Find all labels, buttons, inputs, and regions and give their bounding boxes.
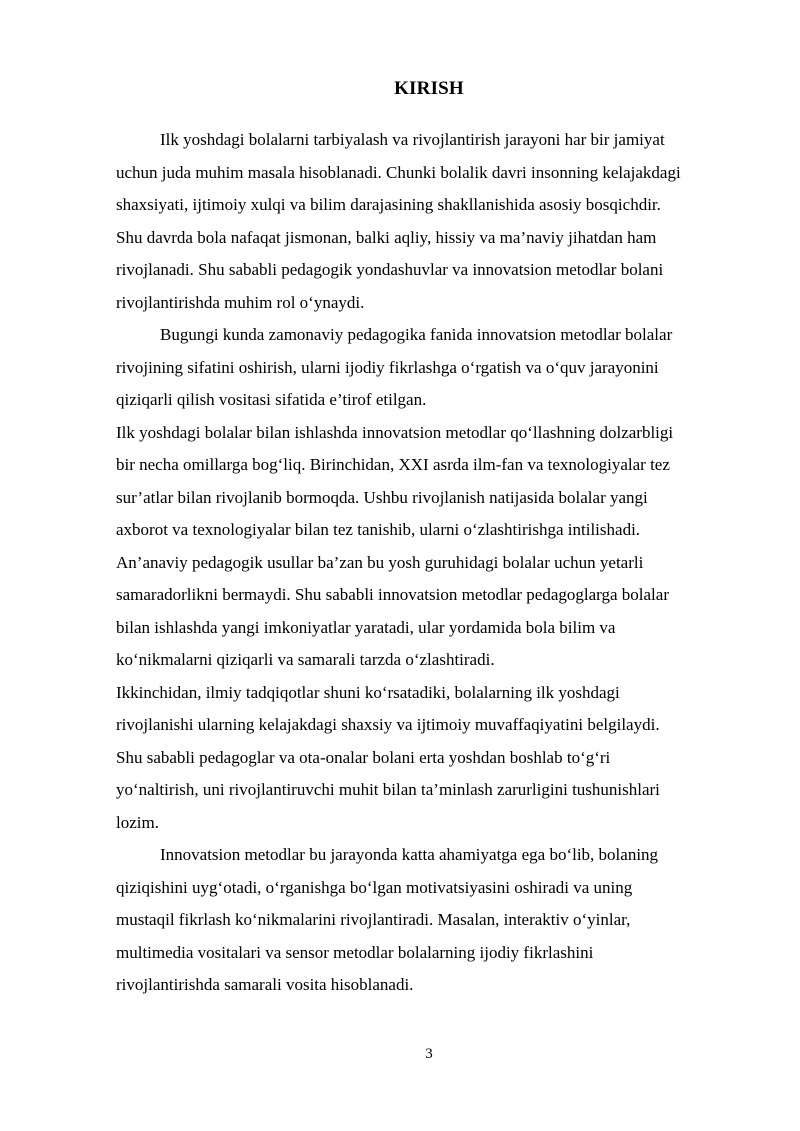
text-line: Shu sababli pedagoglar va ota-onalar bolani erta yoshdan boshlab to‘g‘ri xyxy=(116,747,611,767)
text-line: rivojlantirishda samarali vosita hisoblanadi. xyxy=(116,975,414,994)
text-line: mustaqil fikrlash ko‘nikmalarini rivojlantiradi. Masalan, interaktiv o‘yinlar, xyxy=(116,910,631,929)
text-line: Ilk yoshdagi bolalarni tarbiyalash va rivojlantirish jarayoni har bir jamiyat xyxy=(160,130,665,149)
text-line: Bugungi kunda zamonaviy pedagogika fanida innovatsion metodlar bolalar xyxy=(160,325,673,344)
text-line: rivojlanishi ularning kelajakdagi shaxsiy va ijtimoiy muvaffaqiyatini belgilaydi. xyxy=(116,715,660,734)
text-line: qiziqarli qilish vositasi sifatida e’tirof etilgan. xyxy=(116,390,427,409)
body-text xyxy=(116,124,746,1002)
text-line: uchun juda muhim masala hisoblanadi. Chunki bolalik davri insonning kelajakdagi xyxy=(116,162,681,182)
text-line: bilan ishlashda yangi imkoniyatlar yaratadi, ular yordamida bola bilim va xyxy=(116,617,616,637)
text-line: sur’atlar bilan rivojlanib bormoqda. Ushbu rivojlanish natijasida bolalar yangi xyxy=(116,487,648,507)
text-line: ko‘nikmalarni qiziqarli va samarali tarzda o‘zlashtiradi. xyxy=(116,650,495,669)
text-line: samaradorlikni bermaydi. Shu sababli innovatsion metodlar pedagoglarga bolalar xyxy=(116,585,669,604)
text-line: rivojining sifatini oshirish, ularni ijodiy fikrlashga o‘rgatish va o‘quv jarayonini xyxy=(116,357,659,377)
text-line: Innovatsion metodlar bu jarayonda katta ahamiyatga ega bo‘lib, bolaning xyxy=(160,845,659,864)
text-line: yo‘naltirish, uni rivojlantiruvchi muhit bilan ta’minlash zarurligini tushunishlari xyxy=(116,780,660,799)
text-line: lozim. xyxy=(116,812,159,832)
text-line: Ilk yoshdagi bolalar bilan ishlashda innovatsion metodlar qo‘llashning dolzarbligi xyxy=(116,422,674,442)
text-line: multimedia vositalari va sensor metodlar bolalarning ijodiy fikrlashini xyxy=(116,942,594,962)
text-line: shaxsiyati, ijtimoiy xulqi va bilim darajasining shakllanishida asosiy bosqichdir. xyxy=(116,195,661,214)
text-line: bir necha omillarga bog‘liq. Birinchidan, XXI asrda ilm-fan va texnologiyalar tez xyxy=(116,455,670,474)
text-line: Ikkinchidan, ilmiy tadqiqotlar shuni ko‘rsatadiki, bolalarning ilk yoshdagi xyxy=(116,682,620,702)
text-line: An’anaviy pedagogik usullar ba’zan bu yosh guruhidagi bolalar uchun yetarli xyxy=(116,552,644,572)
page-number: 3 xyxy=(425,1046,433,1062)
text-line: rivojlantirishda muhim rol o‘ynaydi. xyxy=(116,292,365,312)
text-line: qiziqishini uyg‘otadi, o‘rganishga bo‘lgan motivatsiyasini oshiradi va uning xyxy=(116,877,633,897)
text-line: axborot va texnologiyalar bilan tez tanishib, ularni o‘zlashtirishga intilishadi. xyxy=(116,520,641,539)
text-line: Shu davrda bola nafaqat jismonan, balki aqliy, hissiy va ma’naviy jihatdan ham xyxy=(116,227,657,247)
page-title: KIRISH xyxy=(394,78,464,99)
text-line: rivojlanadi. Shu sababli pedagogik yondashuvlar va innovatsion metodlar bolani xyxy=(116,260,664,279)
